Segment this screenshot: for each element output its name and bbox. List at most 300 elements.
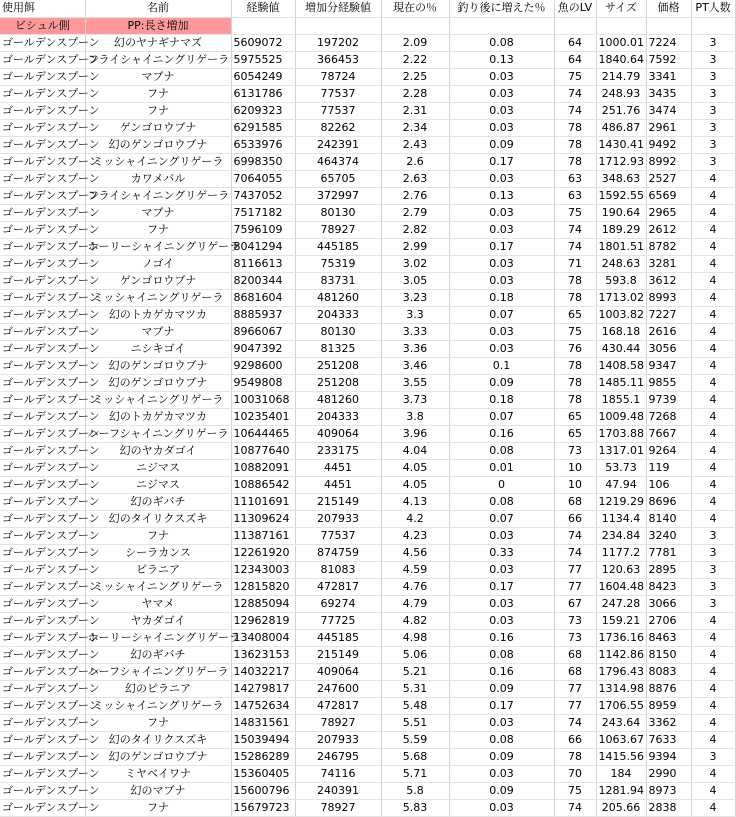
table-cell[interactable]: 106 xyxy=(646,476,691,493)
table-cell[interactable]: 5609072 xyxy=(231,34,295,51)
table-cell[interactable]: 3240 xyxy=(646,527,691,544)
table-cell[interactable]: 1177.2 xyxy=(596,544,646,561)
table-cell[interactable]: 6533976 xyxy=(231,136,295,153)
table-cell[interactable]: 0.03 xyxy=(449,765,554,782)
table-cell[interactable]: 68 xyxy=(554,663,596,680)
table-cell[interactable]: 5.06 xyxy=(381,646,449,663)
table-cell[interactable]: 7268 xyxy=(646,408,691,425)
table-cell[interactable]: 83731 xyxy=(295,272,381,289)
table-cell[interactable]: 409064 xyxy=(295,663,381,680)
table-cell[interactable]: 3 xyxy=(691,34,735,51)
table-cell[interactable]: 4 xyxy=(691,493,735,510)
table-cell[interactable]: 81083 xyxy=(295,561,381,578)
table-cell[interactable]: 0.13 xyxy=(449,187,554,204)
table-cell[interactable]: 8782 xyxy=(646,238,691,255)
table-cell[interactable]: 3 xyxy=(691,595,735,612)
table-cell[interactable]: 3 xyxy=(691,85,735,102)
table-cell[interactable]: 3056 xyxy=(646,340,691,357)
column-header[interactable]: サイズ xyxy=(596,0,646,17)
table-cell[interactable]: 12261920 xyxy=(231,544,295,561)
table-cell[interactable]: 8993 xyxy=(646,289,691,306)
table-cell[interactable]: 2.99 xyxy=(381,238,449,255)
table-cell[interactable]: 4 xyxy=(691,612,735,629)
table-cell[interactable]: 1430.41 xyxy=(596,136,646,153)
table-cell[interactable]: 8463 xyxy=(646,629,691,646)
table-cell[interactable]: 75 xyxy=(554,204,596,221)
table-cell[interactable]: 8973 xyxy=(646,782,691,799)
column-header[interactable]: PT人数 xyxy=(691,0,735,17)
table-cell[interactable]: 0.03 xyxy=(449,561,554,578)
table-cell[interactable]: 幻のゲンゴロウブナ xyxy=(85,357,231,374)
table-cell[interactable]: 0.09 xyxy=(449,748,554,765)
table-cell[interactable]: 4451 xyxy=(295,476,381,493)
table-cell[interactable]: 9047392 xyxy=(231,340,295,357)
table-cell[interactable]: ピラニア xyxy=(85,561,231,578)
table-cell[interactable]: 4 xyxy=(691,799,735,816)
table-cell[interactable]: 15039494 xyxy=(231,731,295,748)
table-cell[interactable]: 9549808 xyxy=(231,374,295,391)
table-cell[interactable]: 5.51 xyxy=(381,714,449,731)
table-cell[interactable]: 幻のヤカダゴイ xyxy=(85,442,231,459)
table-cell[interactable]: 4 xyxy=(691,510,735,527)
table-cell[interactable]: ゴールデンスプーン xyxy=(0,102,85,119)
table-cell[interactable]: フナ xyxy=(85,85,231,102)
table-cell[interactable]: ニジマス xyxy=(85,459,231,476)
table-cell[interactable]: 幻のマブナ xyxy=(85,782,231,799)
table-cell[interactable]: 0.03 xyxy=(449,119,554,136)
table-cell[interactable]: ミッシャイニングリゲーラ xyxy=(85,153,231,170)
table-cell[interactable]: 0.16 xyxy=(449,629,554,646)
table-cell[interactable]: 幻のトカゲカマツカ xyxy=(85,306,231,323)
table-cell[interactable]: ゴールデンスプーン xyxy=(0,391,85,408)
table-cell[interactable]: 3 xyxy=(691,153,735,170)
table-cell[interactable]: 3.23 xyxy=(381,289,449,306)
table-cell[interactable]: ハーフシャイニングリゲーラ xyxy=(85,663,231,680)
table-cell[interactable]: 184 xyxy=(596,765,646,782)
table-cell[interactable]: 4.79 xyxy=(381,595,449,612)
table-cell[interactable]: 9264 xyxy=(646,442,691,459)
table-cell[interactable]: 464374 xyxy=(295,153,381,170)
table-cell[interactable]: 3.3 xyxy=(381,306,449,323)
table-cell[interactable]: 1796.43 xyxy=(596,663,646,680)
table-cell[interactable]: 2838 xyxy=(646,799,691,816)
table-cell[interactable]: 0.07 xyxy=(449,306,554,323)
table-cell[interactable]: 189.29 xyxy=(596,221,646,238)
table-cell[interactable]: 74116 xyxy=(295,765,381,782)
table-cell[interactable]: 10877640 xyxy=(231,442,295,459)
table-cell[interactable]: 251.76 xyxy=(596,102,646,119)
table-cell[interactable]: 6569 xyxy=(646,187,691,204)
table-cell[interactable]: 190.64 xyxy=(596,204,646,221)
table-cell[interactable]: 6131786 xyxy=(231,85,295,102)
table-cell[interactable]: 1009.48 xyxy=(596,408,646,425)
table-cell[interactable]: 65 xyxy=(554,425,596,442)
table-cell[interactable]: 幻のヤナギナマズ xyxy=(85,34,231,51)
table-cell[interactable]: 74 xyxy=(554,799,596,816)
table-cell[interactable]: 7596109 xyxy=(231,221,295,238)
table-cell[interactable]: 3 xyxy=(691,527,735,544)
table-cell[interactable]: 0.03 xyxy=(449,595,554,612)
table-cell[interactable]: 78 xyxy=(554,374,596,391)
table-cell[interactable]: 3 xyxy=(691,544,735,561)
table-cell[interactable]: 5.21 xyxy=(381,663,449,680)
table-cell[interactable]: 1063.67 xyxy=(596,731,646,748)
table-cell[interactable]: 0.08 xyxy=(449,34,554,51)
table-cell[interactable]: 4.56 xyxy=(381,544,449,561)
table-cell[interactable]: 2.76 xyxy=(381,187,449,204)
table-cell[interactable]: 0.03 xyxy=(449,340,554,357)
table-cell[interactable]: 207933 xyxy=(295,731,381,748)
table-cell[interactable]: 4.04 xyxy=(381,442,449,459)
table-cell[interactable]: ゲンゴロウブナ xyxy=(85,272,231,289)
table-cell[interactable]: 0.03 xyxy=(449,170,554,187)
table-cell[interactable]: 233175 xyxy=(295,442,381,459)
table-cell[interactable]: 0.03 xyxy=(449,85,554,102)
table-cell[interactable]: 3341 xyxy=(646,68,691,85)
table-cell[interactable]: ニシキゴイ xyxy=(85,340,231,357)
table-cell[interactable]: 4 xyxy=(691,782,735,799)
table-cell[interactable]: 78 xyxy=(554,357,596,374)
table-cell[interactable]: 幻のゲンゴロウブナ xyxy=(85,748,231,765)
table-cell[interactable]: 81325 xyxy=(295,340,381,357)
table-cell[interactable]: ゴールデンスプーン xyxy=(0,646,85,663)
table-cell[interactable]: 0.03 xyxy=(449,221,554,238)
table-cell[interactable]: 4.76 xyxy=(381,578,449,595)
table-cell[interactable]: 3435 xyxy=(646,85,691,102)
table-cell[interactable]: 2990 xyxy=(646,765,691,782)
table-cell[interactable]: 4 xyxy=(691,306,735,323)
table-cell[interactable]: 248.93 xyxy=(596,85,646,102)
table-cell[interactable]: ゴールデンスプーン xyxy=(0,119,85,136)
table-cell[interactable]: 3 xyxy=(691,136,735,153)
table-cell[interactable]: 78927 xyxy=(295,221,381,238)
table-cell[interactable]: 4 xyxy=(691,765,735,782)
table-cell[interactable]: 78 xyxy=(554,391,596,408)
table-cell[interactable]: 3474 xyxy=(646,102,691,119)
table-cell[interactable]: 4.98 xyxy=(381,629,449,646)
table-cell[interactable]: 2706 xyxy=(646,612,691,629)
table-cell[interactable]: 0 xyxy=(449,476,554,493)
table-cell[interactable]: 2.09 xyxy=(381,34,449,51)
table-cell[interactable]: 247.28 xyxy=(596,595,646,612)
table-cell[interactable] xyxy=(231,17,295,34)
table-cell[interactable] xyxy=(295,17,381,34)
table-cell[interactable]: 82262 xyxy=(295,119,381,136)
table-cell[interactable]: 0.09 xyxy=(449,680,554,697)
table-cell[interactable]: マブナ xyxy=(85,204,231,221)
table-cell[interactable]: ゴールデンスプーン xyxy=(0,748,85,765)
table-cell[interactable]: 0.09 xyxy=(449,136,554,153)
table-cell[interactable] xyxy=(596,17,646,34)
table-cell[interactable]: ミヤベイワナ xyxy=(85,765,231,782)
table-cell[interactable]: マブナ xyxy=(85,68,231,85)
table-cell[interactable]: 幻のトカゲカマツカ xyxy=(85,408,231,425)
table-cell[interactable]: 75 xyxy=(554,323,596,340)
table-cell[interactable]: 0.08 xyxy=(449,731,554,748)
table-cell[interactable]: 3.46 xyxy=(381,357,449,374)
table-cell[interactable]: 78 xyxy=(554,272,596,289)
table-cell[interactable]: ゴールデンスプーン xyxy=(0,459,85,476)
table-cell[interactable]: 8116613 xyxy=(231,255,295,272)
table-cell[interactable]: ゴールデンスプーン xyxy=(0,612,85,629)
table-cell[interactable]: 3.02 xyxy=(381,255,449,272)
table-cell[interactable]: 1592.55 xyxy=(596,187,646,204)
table-cell[interactable]: 159.21 xyxy=(596,612,646,629)
table-cell[interactable]: 215149 xyxy=(295,493,381,510)
table-cell[interactable]: 251208 xyxy=(295,357,381,374)
table-cell[interactable]: 248.63 xyxy=(596,255,646,272)
table-cell[interactable]: 80130 xyxy=(295,204,381,221)
table-cell[interactable]: 3 xyxy=(691,578,735,595)
table-cell[interactable]: 6998350 xyxy=(231,153,295,170)
table-cell[interactable]: 430.44 xyxy=(596,340,646,357)
table-cell[interactable]: 2.79 xyxy=(381,204,449,221)
table-cell[interactable]: 10235401 xyxy=(231,408,295,425)
table-cell[interactable]: 3.8 xyxy=(381,408,449,425)
table-cell[interactable]: 445185 xyxy=(295,238,381,255)
table-cell[interactable]: ゴールデンスプーン xyxy=(0,153,85,170)
table-cell[interactable]: 75319 xyxy=(295,255,381,272)
table-cell[interactable]: フナ xyxy=(85,102,231,119)
column-header[interactable]: 価格 xyxy=(646,0,691,17)
table-cell[interactable]: 4 xyxy=(691,221,735,238)
table-cell[interactable]: 1712.93 xyxy=(596,153,646,170)
table-cell[interactable]: ゴールデンスプーン xyxy=(0,578,85,595)
table-cell[interactable]: ゴールデンスプーン xyxy=(0,68,85,85)
table-cell[interactable]: 1317.01 xyxy=(596,442,646,459)
table-cell[interactable]: 6291585 xyxy=(231,119,295,136)
table-cell[interactable]: 1855.1 xyxy=(596,391,646,408)
table-cell[interactable]: 2.28 xyxy=(381,85,449,102)
table-cell[interactable]: 0.07 xyxy=(449,408,554,425)
table-cell[interactable]: 7592 xyxy=(646,51,691,68)
column-header[interactable]: 釣り後に増えた％ xyxy=(449,0,554,17)
table-cell[interactable]: ニジマス xyxy=(85,476,231,493)
table-cell[interactable]: 74 xyxy=(554,102,596,119)
table-cell[interactable]: 481260 xyxy=(295,391,381,408)
table-cell[interactable]: ゴールデンスプーン xyxy=(0,289,85,306)
table-cell[interactable]: ゴールデンスプーン xyxy=(0,799,85,816)
table-cell[interactable]: 80130 xyxy=(295,323,381,340)
table-cell[interactable]: 9298600 xyxy=(231,357,295,374)
table-cell[interactable]: 4 xyxy=(691,629,735,646)
table-cell[interactable]: 幻のタイリクスズキ xyxy=(85,510,231,527)
table-cell[interactable]: 9855 xyxy=(646,374,691,391)
table-cell[interactable]: 6209323 xyxy=(231,102,295,119)
table-cell[interactable]: ゴールデンスプーン xyxy=(0,136,85,153)
table-cell[interactable]: 7667 xyxy=(646,425,691,442)
table-cell[interactable]: 78927 xyxy=(295,799,381,816)
table-cell[interactable]: 1281.94 xyxy=(596,782,646,799)
table-cell[interactable]: 4.59 xyxy=(381,561,449,578)
table-cell[interactable]: 243.64 xyxy=(596,714,646,731)
table-cell[interactable]: ゴールデンスプーン xyxy=(0,425,85,442)
table-cell[interactable]: 47.94 xyxy=(596,476,646,493)
table-cell[interactable]: 9394 xyxy=(646,748,691,765)
table-cell[interactable]: 11387161 xyxy=(231,527,295,544)
table-cell[interactable]: 63 xyxy=(554,187,596,204)
table-cell[interactable]: 4 xyxy=(691,714,735,731)
table-cell[interactable]: 3.96 xyxy=(381,425,449,442)
table-cell[interactable]: 12343003 xyxy=(231,561,295,578)
table-cell[interactable]: 4 xyxy=(691,476,735,493)
table-cell[interactable]: 64 xyxy=(554,51,596,68)
table-cell[interactable]: 4 xyxy=(691,680,735,697)
table-cell[interactable]: 15360405 xyxy=(231,765,295,782)
table-cell[interactable]: 5.48 xyxy=(381,697,449,714)
table-cell[interactable]: 486.87 xyxy=(596,119,646,136)
table-cell[interactable]: ゴールデンスプーン xyxy=(0,714,85,731)
highlight-cell[interactable]: ビシュル側 xyxy=(0,17,85,34)
table-cell[interactable]: ホーリーシャイニングリゲーラ xyxy=(85,629,231,646)
table-cell[interactable]: 4 xyxy=(691,442,735,459)
table-cell[interactable]: 2527 xyxy=(646,170,691,187)
table-cell[interactable] xyxy=(381,17,449,34)
table-cell[interactable]: 15286289 xyxy=(231,748,295,765)
table-cell[interactable]: 5.8 xyxy=(381,782,449,799)
table-cell[interactable]: 8140 xyxy=(646,510,691,527)
table-cell[interactable]: 4 xyxy=(691,357,735,374)
column-header[interactable]: 経験値 xyxy=(231,0,295,17)
table-cell[interactable]: 77 xyxy=(554,680,596,697)
table-cell[interactable]: ゲンゴロウブナ xyxy=(85,119,231,136)
table-cell[interactable]: 1703.88 xyxy=(596,425,646,442)
table-cell[interactable]: 78 xyxy=(554,153,596,170)
table-cell[interactable]: 8041294 xyxy=(231,238,295,255)
table-cell[interactable]: 10644465 xyxy=(231,425,295,442)
table-cell[interactable]: 5.83 xyxy=(381,799,449,816)
table-cell[interactable]: 215149 xyxy=(295,646,381,663)
table-cell[interactable]: 66 xyxy=(554,510,596,527)
table-cell[interactable]: 2.6 xyxy=(381,153,449,170)
table-cell[interactable]: ゴールデンスプーン xyxy=(0,731,85,748)
table-cell[interactable]: ゴールデンスプーン xyxy=(0,51,85,68)
table-cell[interactable]: 0.03 xyxy=(449,799,554,816)
table-cell[interactable]: 3.33 xyxy=(381,323,449,340)
table-cell[interactable]: 0.17 xyxy=(449,153,554,170)
table-cell[interactable]: 12962819 xyxy=(231,612,295,629)
table-cell[interactable]: 77537 xyxy=(295,102,381,119)
table-cell[interactable]: 7633 xyxy=(646,731,691,748)
table-cell[interactable]: 15679723 xyxy=(231,799,295,816)
table-cell[interactable]: 0.07 xyxy=(449,510,554,527)
table-cell[interactable]: ゴールデンスプーン xyxy=(0,272,85,289)
table-cell[interactable]: 9492 xyxy=(646,136,691,153)
table-cell[interactable]: 73 xyxy=(554,629,596,646)
table-cell[interactable]: 214.79 xyxy=(596,68,646,85)
highlight-cell[interactable]: PP:長さ増加 xyxy=(85,17,231,34)
table-cell[interactable]: 3281 xyxy=(646,255,691,272)
table-cell[interactable]: 3.73 xyxy=(381,391,449,408)
table-cell[interactable]: 3.55 xyxy=(381,374,449,391)
table-cell[interactable]: 8200344 xyxy=(231,272,295,289)
table-cell[interactable]: 74 xyxy=(554,544,596,561)
table-cell[interactable]: 74 xyxy=(554,527,596,544)
table-cell[interactable]: 78724 xyxy=(295,68,381,85)
table-cell[interactable]: 205.66 xyxy=(596,799,646,816)
table-cell[interactable]: ゴールデンスプーン xyxy=(0,595,85,612)
table-cell[interactable]: 2895 xyxy=(646,561,691,578)
table-cell[interactable]: 3066 xyxy=(646,595,691,612)
table-cell[interactable]: 78 xyxy=(554,289,596,306)
table-cell[interactable]: ゴールデンスプーン xyxy=(0,476,85,493)
table-cell[interactable]: 4 xyxy=(691,646,735,663)
table-cell[interactable]: 0.03 xyxy=(449,255,554,272)
table-cell[interactable]: 204333 xyxy=(295,306,381,323)
table-cell[interactable] xyxy=(554,17,596,34)
table-cell[interactable]: ゴールデンスプーン xyxy=(0,85,85,102)
table-cell[interactable]: 1142.86 xyxy=(596,646,646,663)
table-cell[interactable]: 幻のゲンゴロウブナ xyxy=(85,374,231,391)
table-cell[interactable]: 1840.64 xyxy=(596,51,646,68)
table-cell[interactable]: 2.25 xyxy=(381,68,449,85)
table-cell[interactable]: 11309624 xyxy=(231,510,295,527)
table-cell[interactable] xyxy=(691,17,735,34)
table-cell[interactable]: 0.33 xyxy=(449,544,554,561)
table-cell[interactable]: 409064 xyxy=(295,425,381,442)
table-cell[interactable]: 11101691 xyxy=(231,493,295,510)
table-cell[interactable]: 4 xyxy=(691,663,735,680)
table-cell[interactable]: ゴールデンスプーン xyxy=(0,357,85,374)
table-cell[interactable]: 12885094 xyxy=(231,595,295,612)
table-cell[interactable]: 0.08 xyxy=(449,493,554,510)
table-cell[interactable]: 幻のゲンゴロウブナ xyxy=(85,136,231,153)
table-cell[interactable]: 7437052 xyxy=(231,187,295,204)
table-cell[interactable]: ゴールデンスプーン xyxy=(0,187,85,204)
table-cell[interactable]: 2.22 xyxy=(381,51,449,68)
table-cell[interactable]: 1408.58 xyxy=(596,357,646,374)
table-cell[interactable]: 2.34 xyxy=(381,119,449,136)
table-cell[interactable]: 4 xyxy=(691,187,735,204)
table-cell[interactable]: 0.13 xyxy=(449,51,554,68)
table-cell[interactable]: 5975525 xyxy=(231,51,295,68)
table-cell[interactable]: フナ xyxy=(85,527,231,544)
table-cell[interactable]: 1604.48 xyxy=(596,578,646,595)
table-cell[interactable]: 3 xyxy=(691,748,735,765)
table-cell[interactable]: 幻のピラニア xyxy=(85,680,231,697)
table-cell[interactable]: 1485.11 xyxy=(596,374,646,391)
table-cell[interactable]: 1415.56 xyxy=(596,748,646,765)
table-cell[interactable]: 53.73 xyxy=(596,459,646,476)
table-cell[interactable]: 0.01 xyxy=(449,459,554,476)
table-cell[interactable]: マブナ xyxy=(85,323,231,340)
table-cell[interactable]: 8885937 xyxy=(231,306,295,323)
table-cell[interactable]: 77 xyxy=(554,578,596,595)
table-cell[interactable]: 5.71 xyxy=(381,765,449,782)
table-cell[interactable]: ゴールデンスプーン xyxy=(0,544,85,561)
table-cell[interactable]: 2.43 xyxy=(381,136,449,153)
table-cell[interactable]: 74 xyxy=(554,85,596,102)
table-cell[interactable]: 8681604 xyxy=(231,289,295,306)
table-cell[interactable]: フナ xyxy=(85,799,231,816)
table-cell[interactable]: 10 xyxy=(554,476,596,493)
table-cell[interactable]: 4 xyxy=(691,697,735,714)
table-cell[interactable]: 4 xyxy=(691,323,735,340)
table-cell[interactable]: 66 xyxy=(554,731,596,748)
table-cell[interactable]: 204333 xyxy=(295,408,381,425)
table-cell[interactable]: ゴールデンスプーン xyxy=(0,255,85,272)
table-cell[interactable]: 幻のギバチ xyxy=(85,646,231,663)
table-cell[interactable]: ゴールデンスプーン xyxy=(0,697,85,714)
table-cell[interactable]: ミッシャイニングリゲーラ xyxy=(85,697,231,714)
table-cell[interactable]: 3612 xyxy=(646,272,691,289)
table-cell[interactable]: 75 xyxy=(554,782,596,799)
table-cell[interactable]: 120.63 xyxy=(596,561,646,578)
table-cell[interactable]: 77 xyxy=(554,697,596,714)
table-cell[interactable]: 74 xyxy=(554,221,596,238)
table-cell[interactable]: 13408004 xyxy=(231,629,295,646)
table-cell[interactable]: 0.03 xyxy=(449,323,554,340)
